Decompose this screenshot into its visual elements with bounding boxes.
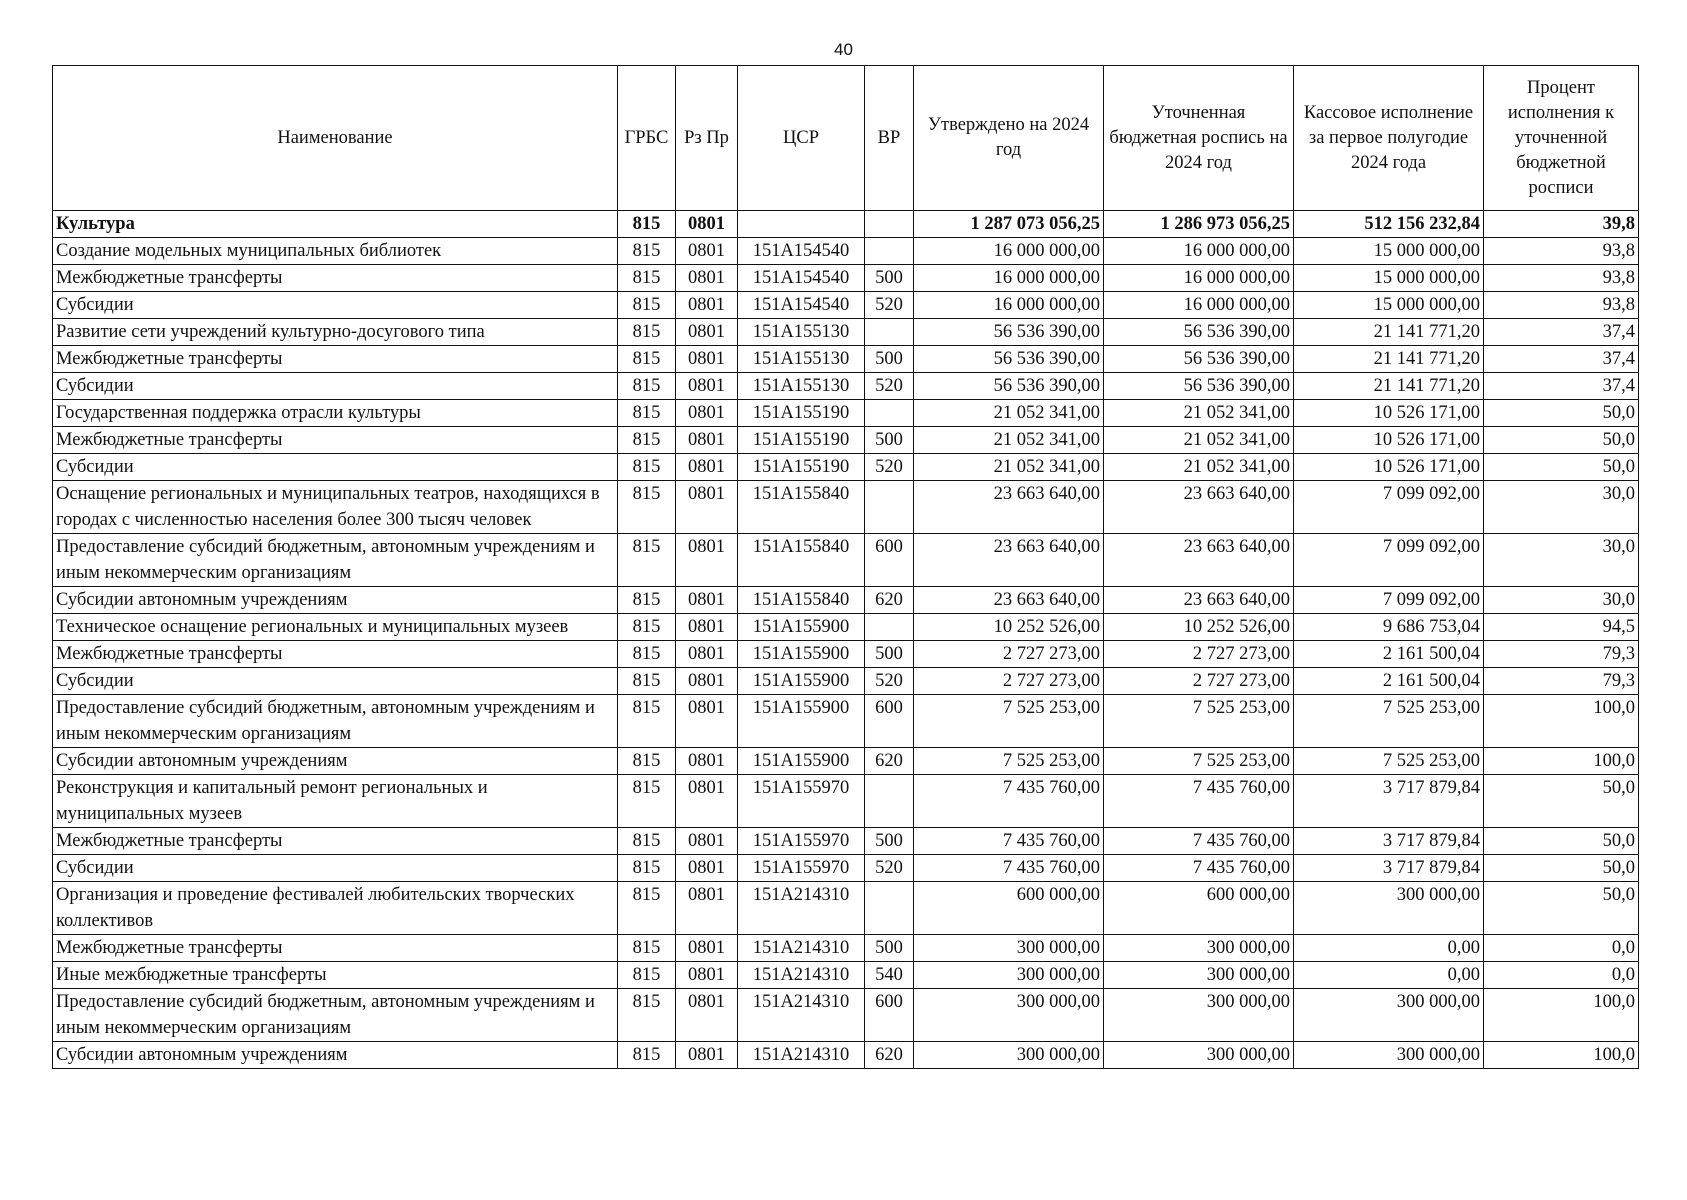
cell-percent: 50,0 bbox=[1484, 454, 1639, 481]
cell-grbs: 815 bbox=[618, 855, 676, 882]
cell-refined: 2 727 273,00 bbox=[1104, 641, 1294, 668]
cell-rzpr: 0801 bbox=[676, 748, 738, 775]
cell-name: Иные межбюджетные трансферты bbox=[53, 962, 618, 989]
cell-grbs: 815 bbox=[618, 400, 676, 427]
cell-percent: 50,0 bbox=[1484, 828, 1639, 855]
cell-vr: 500 bbox=[865, 641, 914, 668]
cell-name: Субсидии автономным учреждениям bbox=[53, 1042, 618, 1069]
cell-cash: 9 686 753,04 bbox=[1294, 614, 1484, 641]
cell-vr: 520 bbox=[865, 373, 914, 400]
table-row bbox=[53, 828, 1639, 855]
cell-percent: 79,3 bbox=[1484, 641, 1639, 668]
cell-approved: 600 000,00 bbox=[914, 882, 1104, 935]
cell-grbs: 815 bbox=[618, 828, 676, 855]
cell-csr: 151A214310 bbox=[738, 962, 865, 989]
cell-name: Межбюджетные трансферты bbox=[53, 935, 618, 962]
cell-refined: 600 000,00 bbox=[1104, 882, 1294, 935]
cell-csr: 151A214310 bbox=[738, 1042, 865, 1069]
cell-rzpr: 0801 bbox=[676, 1042, 738, 1069]
cell-percent: 50,0 bbox=[1484, 427, 1639, 454]
cell-refined: 300 000,00 bbox=[1104, 935, 1294, 962]
cell-approved: 56 536 390,00 bbox=[914, 319, 1104, 346]
cell-percent: 30,0 bbox=[1484, 587, 1639, 614]
cell-approved: 23 663 640,00 bbox=[914, 534, 1104, 587]
cell-name: Развитие сети учреждений культурно-досугового типа bbox=[53, 319, 618, 346]
cell-grbs: 815 bbox=[618, 587, 676, 614]
cell-name: Создание модельных муниципальных библиотек bbox=[53, 238, 618, 265]
cell-grbs: 815 bbox=[618, 962, 676, 989]
cell-vr: 600 bbox=[865, 534, 914, 587]
cell-vr: 500 bbox=[865, 265, 914, 292]
cell-grbs: 815 bbox=[618, 641, 676, 668]
cell-percent: 37,4 bbox=[1484, 346, 1639, 373]
table-row bbox=[53, 265, 1639, 292]
cell-name: Предоставление субсидий бюджетным, автономным учреждениям и иным некоммерческим организациям bbox=[53, 695, 618, 748]
cell-approved: 16 000 000,00 bbox=[914, 265, 1104, 292]
cell-vr: 500 bbox=[865, 935, 914, 962]
cell-refined: 56 536 390,00 bbox=[1104, 319, 1294, 346]
cell-grbs: 815 bbox=[618, 373, 676, 400]
cell-refined: 7 525 253,00 bbox=[1104, 695, 1294, 748]
cell-rzpr: 0801 bbox=[676, 962, 738, 989]
cell-name: Межбюджетные трансферты bbox=[53, 641, 618, 668]
cell-cash: 2 161 500,04 bbox=[1294, 641, 1484, 668]
cell-cash: 7 099 092,00 bbox=[1294, 587, 1484, 614]
cell-cash: 10 526 171,00 bbox=[1294, 427, 1484, 454]
cell-name: Межбюджетные трансферты bbox=[53, 346, 618, 373]
cell-name: Межбюджетные трансферты bbox=[53, 265, 618, 292]
cell-approved: 300 000,00 bbox=[914, 1042, 1104, 1069]
cell-rzpr: 0801 bbox=[676, 454, 738, 481]
cell-csr: 151A155190 bbox=[738, 400, 865, 427]
cell-csr: 151A155840 bbox=[738, 587, 865, 614]
table-row bbox=[53, 534, 1639, 587]
cell-approved: 7 435 760,00 bbox=[914, 828, 1104, 855]
cell-vr bbox=[865, 775, 914, 828]
cell-cash: 21 141 771,20 bbox=[1294, 319, 1484, 346]
cell-approved: 56 536 390,00 bbox=[914, 373, 1104, 400]
cell-grbs: 815 bbox=[618, 265, 676, 292]
cell-approved: 21 052 341,00 bbox=[914, 400, 1104, 427]
cell-percent: 0,0 bbox=[1484, 935, 1639, 962]
table-row bbox=[53, 695, 1639, 748]
cell-csr: 151A155900 bbox=[738, 614, 865, 641]
cell-rzpr: 0801 bbox=[676, 775, 738, 828]
cell-vr bbox=[865, 211, 914, 238]
table-row bbox=[53, 989, 1639, 1042]
cell-rzpr: 0801 bbox=[676, 265, 738, 292]
cell-percent: 100,0 bbox=[1484, 695, 1639, 748]
table-row bbox=[53, 748, 1639, 775]
cell-refined: 7 435 760,00 bbox=[1104, 828, 1294, 855]
cell-vr: 500 bbox=[865, 828, 914, 855]
header-approved: Утверждено на 2024 год bbox=[914, 66, 1104, 211]
cell-name: Межбюджетные трансферты bbox=[53, 427, 618, 454]
cell-grbs: 815 bbox=[618, 775, 676, 828]
table-row bbox=[53, 935, 1639, 962]
cell-approved: 300 000,00 bbox=[914, 962, 1104, 989]
cell-grbs: 815 bbox=[618, 695, 676, 748]
cell-name: Субсидии bbox=[53, 454, 618, 481]
cell-grbs: 815 bbox=[618, 346, 676, 373]
cell-approved: 7 525 253,00 bbox=[914, 695, 1104, 748]
cell-csr: 151A154540 bbox=[738, 238, 865, 265]
table-row bbox=[53, 668, 1639, 695]
cell-refined: 300 000,00 bbox=[1104, 1042, 1294, 1069]
cell-approved: 23 663 640,00 bbox=[914, 481, 1104, 534]
cell-approved: 10 252 526,00 bbox=[914, 614, 1104, 641]
cell-rzpr: 0801 bbox=[676, 828, 738, 855]
cell-percent: 50,0 bbox=[1484, 400, 1639, 427]
cell-vr bbox=[865, 319, 914, 346]
cell-refined: 21 052 341,00 bbox=[1104, 454, 1294, 481]
cell-csr: 151A214310 bbox=[738, 935, 865, 962]
cell-cash: 7 525 253,00 bbox=[1294, 695, 1484, 748]
cell-grbs: 815 bbox=[618, 238, 676, 265]
table-row bbox=[53, 1042, 1639, 1069]
cell-csr: 151A155900 bbox=[738, 641, 865, 668]
cell-percent: 30,0 bbox=[1484, 481, 1639, 534]
cell-refined: 2 727 273,00 bbox=[1104, 668, 1294, 695]
cell-rzpr: 0801 bbox=[676, 855, 738, 882]
cell-vr: 540 bbox=[865, 962, 914, 989]
cell-rzpr: 0801 bbox=[676, 346, 738, 373]
cell-approved: 300 000,00 bbox=[914, 935, 1104, 962]
cell-name: Субсидии bbox=[53, 292, 618, 319]
cell-approved: 7 525 253,00 bbox=[914, 748, 1104, 775]
header-rzpr: Рз Пр bbox=[676, 66, 738, 211]
cell-approved: 7 435 760,00 bbox=[914, 775, 1104, 828]
cell-name: Предоставление субсидий бюджетным, автономным учреждениям и иным некоммерческим организациям bbox=[53, 989, 618, 1042]
cell-rzpr: 0801 bbox=[676, 534, 738, 587]
cell-grbs: 815 bbox=[618, 748, 676, 775]
cell-csr: 151A214310 bbox=[738, 989, 865, 1042]
cell-name: Субсидии автономным учреждениям bbox=[53, 587, 618, 614]
cell-grbs: 815 bbox=[618, 935, 676, 962]
table-row bbox=[53, 373, 1639, 400]
cell-refined: 23 663 640,00 bbox=[1104, 534, 1294, 587]
cell-cash: 300 000,00 bbox=[1294, 989, 1484, 1042]
cell-approved: 16 000 000,00 bbox=[914, 292, 1104, 319]
cell-cash: 21 141 771,20 bbox=[1294, 346, 1484, 373]
cell-name: Культура bbox=[53, 211, 618, 238]
cell-refined: 10 252 526,00 bbox=[1104, 614, 1294, 641]
cell-percent: 94,5 bbox=[1484, 614, 1639, 641]
cell-cash: 7 099 092,00 bbox=[1294, 534, 1484, 587]
cell-percent: 93,8 bbox=[1484, 238, 1639, 265]
table-row bbox=[53, 855, 1639, 882]
cell-rzpr: 0801 bbox=[676, 400, 738, 427]
cell-approved: 23 663 640,00 bbox=[914, 587, 1104, 614]
cell-name: Субсидии bbox=[53, 855, 618, 882]
cell-cash: 300 000,00 bbox=[1294, 882, 1484, 935]
cell-rzpr: 0801 bbox=[676, 641, 738, 668]
cell-name: Государственная поддержка отрасли культуры bbox=[53, 400, 618, 427]
header-csr: ЦСР bbox=[738, 66, 865, 211]
header-cash: Кассовое исполнение за первое полугодие 2024 года bbox=[1294, 66, 1484, 211]
cell-approved: 21 052 341,00 bbox=[914, 427, 1104, 454]
cell-vr: 620 bbox=[865, 748, 914, 775]
header-grbs: ГРБС bbox=[618, 66, 676, 211]
cell-csr: 151A155840 bbox=[738, 534, 865, 587]
cell-percent: 100,0 bbox=[1484, 989, 1639, 1042]
table-row bbox=[53, 587, 1639, 614]
table-row bbox=[53, 238, 1639, 265]
header-percent: Процент исполнения к уточненной бюджетной росписи bbox=[1484, 66, 1639, 211]
cell-name: Предоставление субсидий бюджетным, автономным учреждениям и иным некоммерческим организациям bbox=[53, 534, 618, 587]
cell-vr bbox=[865, 481, 914, 534]
cell-grbs: 815 bbox=[618, 481, 676, 534]
cell-refined: 7 525 253,00 bbox=[1104, 748, 1294, 775]
cell-approved: 56 536 390,00 bbox=[914, 346, 1104, 373]
cell-refined: 16 000 000,00 bbox=[1104, 238, 1294, 265]
cell-percent: 37,4 bbox=[1484, 373, 1639, 400]
cell-rzpr: 0801 bbox=[676, 935, 738, 962]
cell-grbs: 815 bbox=[618, 319, 676, 346]
cell-refined: 56 536 390,00 bbox=[1104, 346, 1294, 373]
cell-approved: 2 727 273,00 bbox=[914, 641, 1104, 668]
cell-rzpr: 0801 bbox=[676, 668, 738, 695]
cell-cash: 3 717 879,84 bbox=[1294, 775, 1484, 828]
cell-rzpr: 0801 bbox=[676, 695, 738, 748]
cell-name: Межбюджетные трансферты bbox=[53, 828, 618, 855]
cell-refined: 23 663 640,00 bbox=[1104, 481, 1294, 534]
cell-approved: 16 000 000,00 bbox=[914, 238, 1104, 265]
cell-percent: 50,0 bbox=[1484, 882, 1639, 935]
cell-grbs: 815 bbox=[618, 989, 676, 1042]
cell-name: Субсидии bbox=[53, 373, 618, 400]
cell-grbs: 815 bbox=[618, 614, 676, 641]
cell-refined: 16 000 000,00 bbox=[1104, 265, 1294, 292]
cell-csr: 151A155130 bbox=[738, 373, 865, 400]
cell-refined: 16 000 000,00 bbox=[1104, 292, 1294, 319]
cell-rzpr: 0801 bbox=[676, 427, 738, 454]
table-row bbox=[53, 292, 1639, 319]
cell-cash: 7 099 092,00 bbox=[1294, 481, 1484, 534]
table-row bbox=[53, 882, 1639, 935]
cell-percent: 50,0 bbox=[1484, 855, 1639, 882]
table-header-row bbox=[53, 66, 1639, 211]
table-row bbox=[53, 427, 1639, 454]
cell-vr bbox=[865, 614, 914, 641]
cell-csr: 151A155970 bbox=[738, 855, 865, 882]
cell-name: Субсидии автономным учреждениям bbox=[53, 748, 618, 775]
cell-grbs: 815 bbox=[618, 882, 676, 935]
cell-rzpr: 0801 bbox=[676, 373, 738, 400]
cell-cash: 0,00 bbox=[1294, 935, 1484, 962]
cell-percent: 30,0 bbox=[1484, 534, 1639, 587]
table-row bbox=[53, 346, 1639, 373]
cell-csr: 151A155900 bbox=[738, 748, 865, 775]
cell-approved: 1 287 073 056,25 bbox=[914, 211, 1104, 238]
cell-rzpr: 0801 bbox=[676, 587, 738, 614]
cell-refined: 300 000,00 bbox=[1104, 962, 1294, 989]
cell-vr: 520 bbox=[865, 292, 914, 319]
cell-vr bbox=[865, 400, 914, 427]
cell-vr bbox=[865, 882, 914, 935]
cell-rzpr: 0801 bbox=[676, 614, 738, 641]
cell-name: Техническое оснащение региональных и муниципальных музеев bbox=[53, 614, 618, 641]
cell-csr: 151A155190 bbox=[738, 454, 865, 481]
cell-percent: 0,0 bbox=[1484, 962, 1639, 989]
cell-refined: 7 435 760,00 bbox=[1104, 775, 1294, 828]
cell-refined: 21 052 341,00 bbox=[1104, 400, 1294, 427]
cell-rzpr: 0801 bbox=[676, 211, 738, 238]
cell-grbs: 815 bbox=[618, 427, 676, 454]
cell-percent: 39,8 bbox=[1484, 211, 1639, 238]
cell-refined: 21 052 341,00 bbox=[1104, 427, 1294, 454]
cell-csr: 151A155900 bbox=[738, 668, 865, 695]
cell-name: Организация и проведение фестивалей любительских творческих коллективов bbox=[53, 882, 618, 935]
cell-vr bbox=[865, 238, 914, 265]
cell-refined: 23 663 640,00 bbox=[1104, 587, 1294, 614]
cell-percent: 79,3 bbox=[1484, 668, 1639, 695]
cell-vr: 600 bbox=[865, 989, 914, 1042]
cell-cash: 15 000 000,00 bbox=[1294, 292, 1484, 319]
cell-csr: 151A155840 bbox=[738, 481, 865, 534]
cell-percent: 50,0 bbox=[1484, 775, 1639, 828]
cell-rzpr: 0801 bbox=[676, 319, 738, 346]
cell-grbs: 815 bbox=[618, 534, 676, 587]
cell-rzpr: 0801 bbox=[676, 989, 738, 1042]
budget-execution-table bbox=[52, 65, 1639, 1069]
cell-cash: 15 000 000,00 bbox=[1294, 238, 1484, 265]
cell-percent: 100,0 bbox=[1484, 748, 1639, 775]
cell-csr: 151A155970 bbox=[738, 775, 865, 828]
cell-percent: 93,8 bbox=[1484, 265, 1639, 292]
cell-csr: 151A155190 bbox=[738, 427, 865, 454]
table-row bbox=[53, 454, 1639, 481]
cell-name: Оснащение региональных и муниципальных театров, находящихся в городах с численностью населения более 300 тысяч человек bbox=[53, 481, 618, 534]
cell-vr: 500 bbox=[865, 346, 914, 373]
cell-csr: 151A154540 bbox=[738, 292, 865, 319]
cell-cash: 10 526 171,00 bbox=[1294, 400, 1484, 427]
cell-grbs: 815 bbox=[618, 1042, 676, 1069]
cell-cash: 15 000 000,00 bbox=[1294, 265, 1484, 292]
cell-csr: 151A155900 bbox=[738, 695, 865, 748]
header-vr: ВР bbox=[865, 66, 914, 211]
cell-csr: 151A155130 bbox=[738, 346, 865, 373]
cell-approved: 21 052 341,00 bbox=[914, 454, 1104, 481]
cell-cash: 7 525 253,00 bbox=[1294, 748, 1484, 775]
cell-cash: 21 141 771,20 bbox=[1294, 373, 1484, 400]
table-row bbox=[53, 481, 1639, 534]
table-row bbox=[53, 775, 1639, 828]
cell-vr: 620 bbox=[865, 587, 914, 614]
cell-vr: 500 bbox=[865, 427, 914, 454]
cell-grbs: 815 bbox=[618, 292, 676, 319]
cell-grbs: 815 bbox=[618, 211, 676, 238]
cell-refined: 56 536 390,00 bbox=[1104, 373, 1294, 400]
cell-vr: 520 bbox=[865, 668, 914, 695]
cell-rzpr: 0801 bbox=[676, 292, 738, 319]
cell-grbs: 815 bbox=[618, 668, 676, 695]
cell-rzpr: 0801 bbox=[676, 882, 738, 935]
cell-approved: 7 435 760,00 bbox=[914, 855, 1104, 882]
cell-approved: 2 727 273,00 bbox=[914, 668, 1104, 695]
cell-refined: 1 286 973 056,25 bbox=[1104, 211, 1294, 238]
cell-cash: 512 156 232,84 bbox=[1294, 211, 1484, 238]
table-row bbox=[53, 400, 1639, 427]
cell-rzpr: 0801 bbox=[676, 238, 738, 265]
header-refined: Уточненная бюджетная роспись на 2024 год bbox=[1104, 66, 1294, 211]
table-row bbox=[53, 962, 1639, 989]
cell-grbs: 815 bbox=[618, 454, 676, 481]
table-row bbox=[53, 641, 1639, 668]
cell-cash: 10 526 171,00 bbox=[1294, 454, 1484, 481]
cell-vr: 520 bbox=[865, 454, 914, 481]
cell-csr bbox=[738, 211, 865, 238]
cell-rzpr: 0801 bbox=[676, 481, 738, 534]
cell-percent: 37,4 bbox=[1484, 319, 1639, 346]
header-name: Наименование bbox=[53, 66, 618, 211]
page-number: 40 bbox=[834, 40, 853, 59]
cell-cash: 0,00 bbox=[1294, 962, 1484, 989]
cell-approved: 300 000,00 bbox=[914, 989, 1104, 1042]
cell-csr: 151A155970 bbox=[738, 828, 865, 855]
cell-percent: 93,8 bbox=[1484, 292, 1639, 319]
cell-refined: 300 000,00 bbox=[1104, 989, 1294, 1042]
cell-cash: 3 717 879,84 bbox=[1294, 828, 1484, 855]
cell-refined: 7 435 760,00 bbox=[1104, 855, 1294, 882]
cell-csr: 151A155130 bbox=[738, 319, 865, 346]
table-row bbox=[53, 614, 1639, 641]
cell-name: Субсидии bbox=[53, 668, 618, 695]
cell-vr: 600 bbox=[865, 695, 914, 748]
cell-csr: 151A154540 bbox=[738, 265, 865, 292]
cell-vr: 520 bbox=[865, 855, 914, 882]
section-total-row bbox=[53, 211, 1639, 238]
cell-vr: 620 bbox=[865, 1042, 914, 1069]
table-row bbox=[53, 319, 1639, 346]
cell-csr: 151A214310 bbox=[738, 882, 865, 935]
cell-percent: 100,0 bbox=[1484, 1042, 1639, 1069]
cell-cash: 2 161 500,04 bbox=[1294, 668, 1484, 695]
cell-cash: 3 717 879,84 bbox=[1294, 855, 1484, 882]
cell-name: Реконструкция и капитальный ремонт региональных и муниципальных музеев bbox=[53, 775, 618, 828]
cell-cash: 300 000,00 bbox=[1294, 1042, 1484, 1069]
